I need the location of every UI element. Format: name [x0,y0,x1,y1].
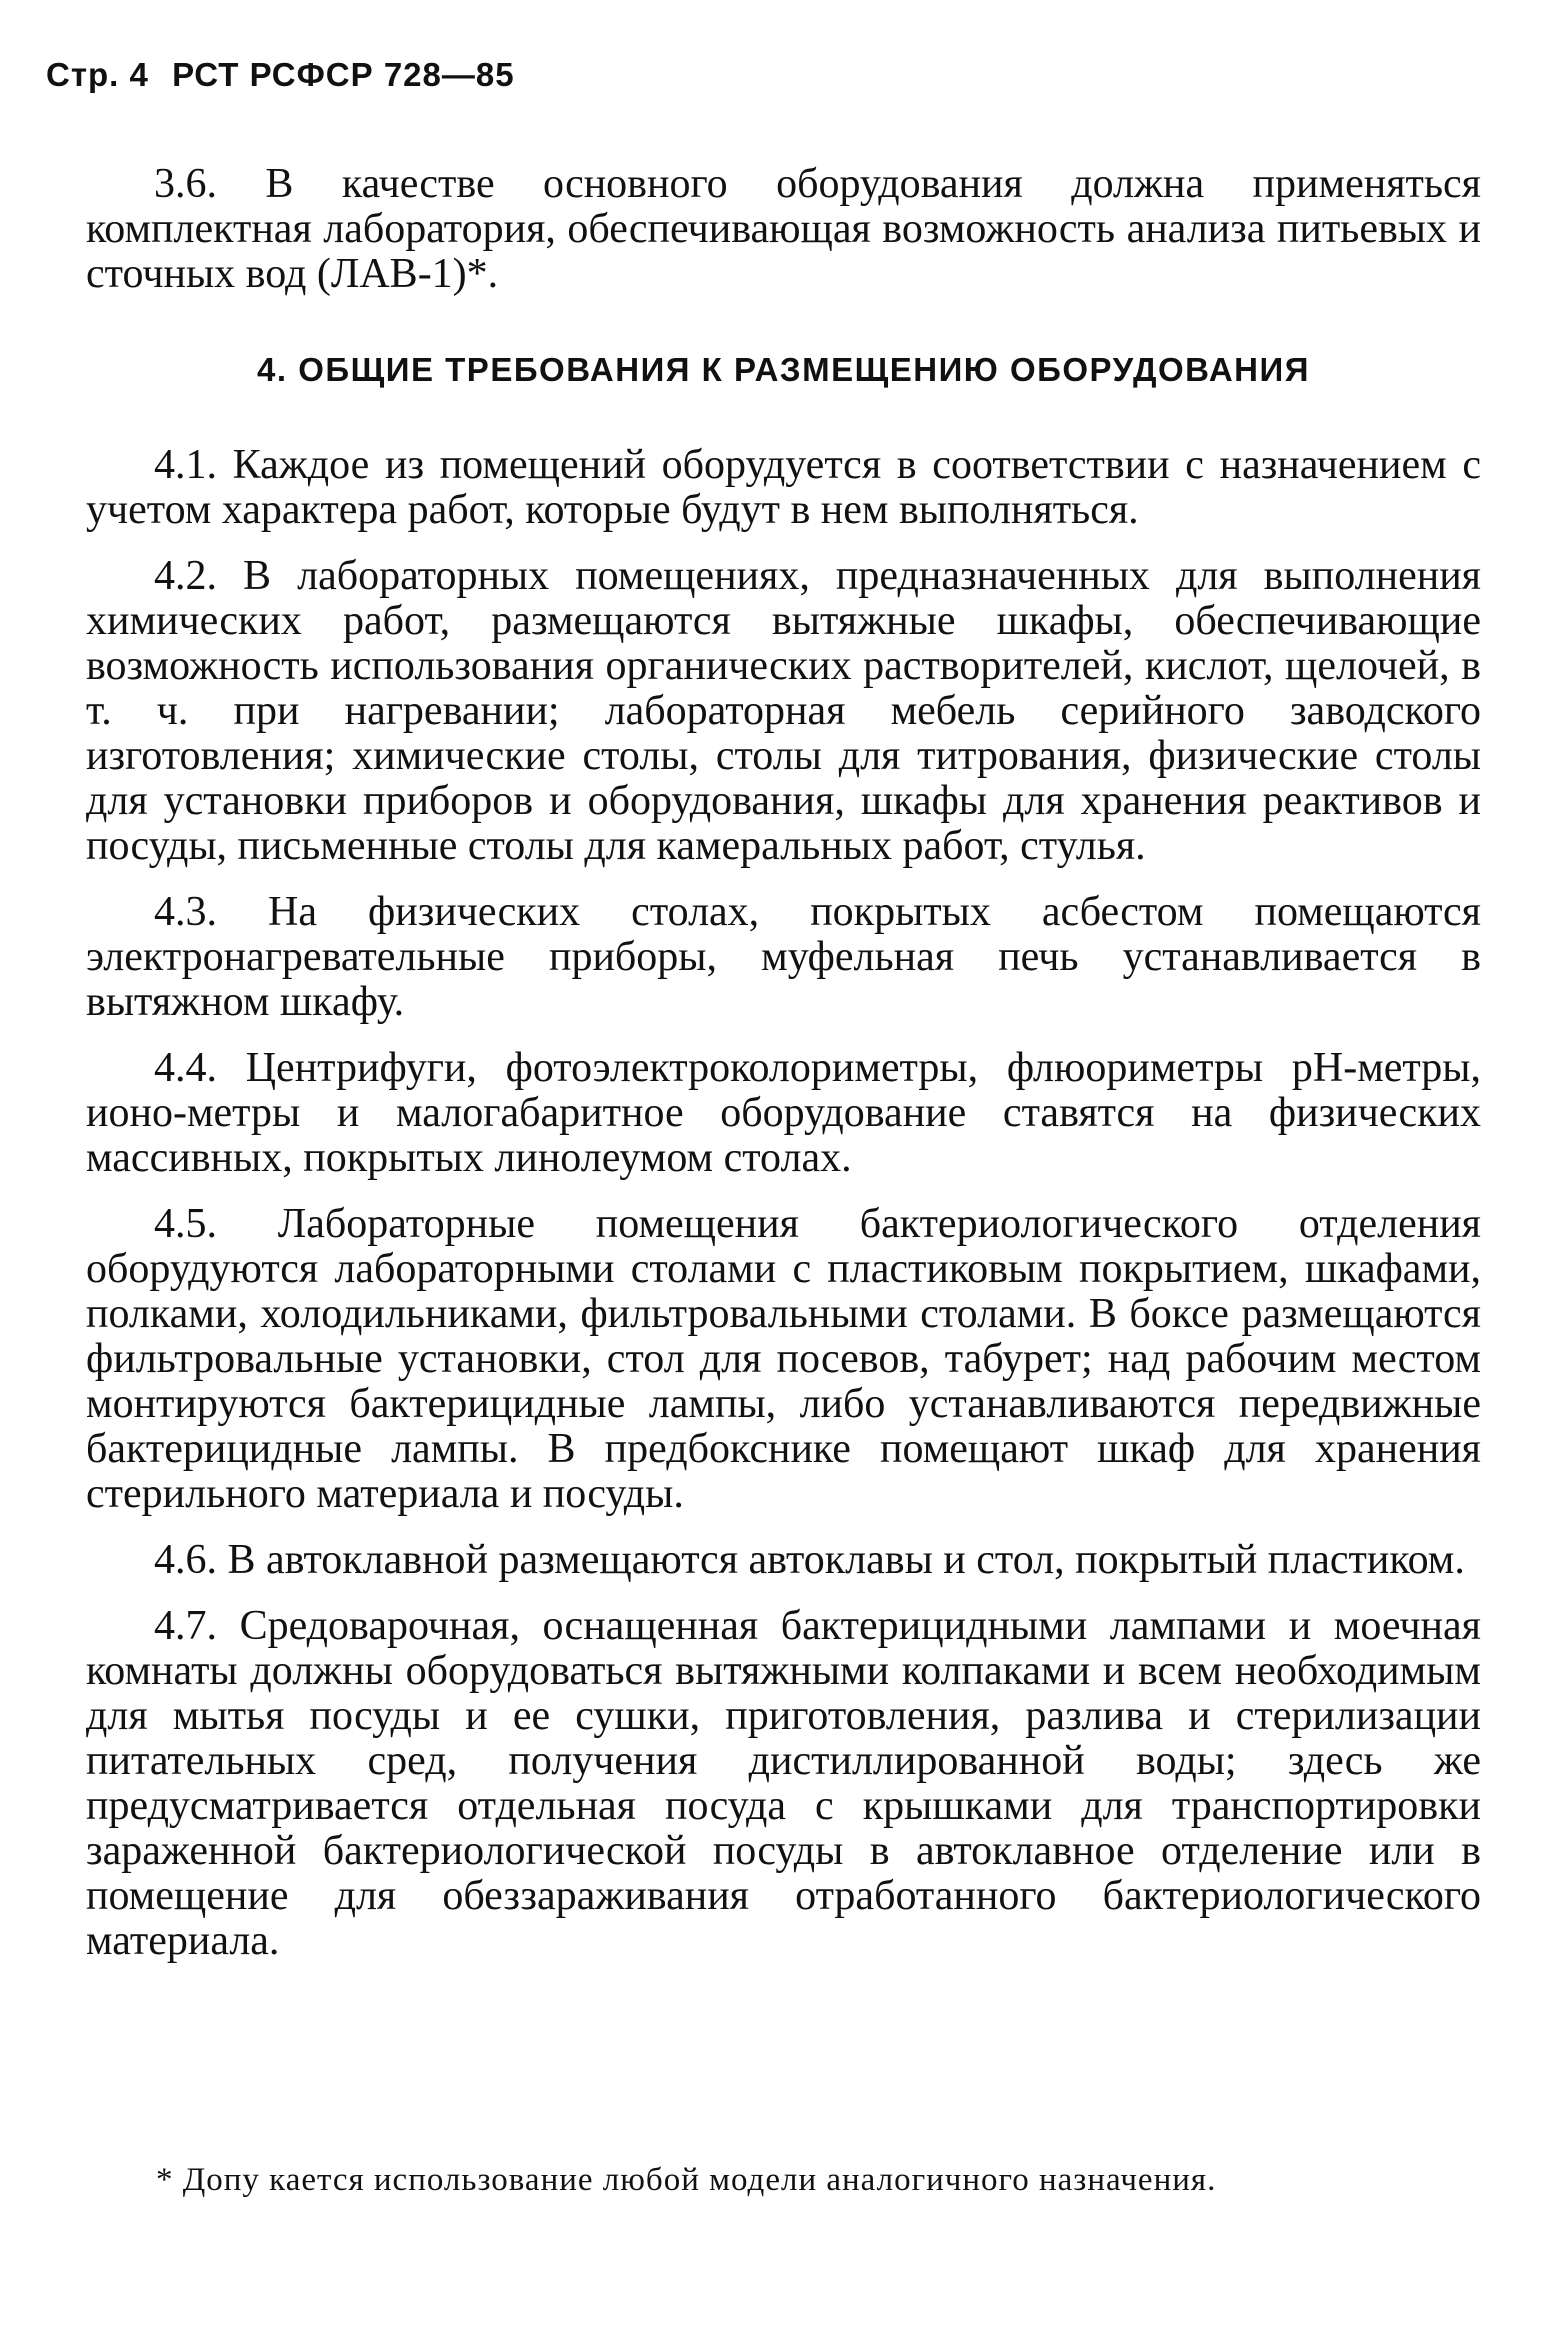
paragraph-4-6: 4.6. В автоклавной размещаются автоклавы и стол, покрытый пластиком. [154,1537,1465,1583]
paragraph-4-1: 4.1. Каждое из помещений оборудуется в соответствии с назначением с учетом характера работ, которые будут в нем выполняться. [86,442,1481,533]
standard-code: РСТ РСФСР 728—85 [172,56,515,93]
paragraph-4-3: 4.3. На физических столах, покрытых асбестом помещаются электронагревательные приборы, муфельная печь устанавливается в вытяжном шкафу. [86,889,1481,1025]
section-heading: 4. ОБЩИЕ ТРЕБОВАНИЯ К РАЗМЕЩЕНИЮ ОБОРУДОВАНИЯ [257,351,1310,388]
paragraph-4-7: 4.7. Средоварочная, оснащенная бактерицидными лампами и моечная комнаты должны оборудоваться вытяжными колпаками и всем необходимым для мытья посуды и ее сушки, приготовления, разлива и стерилизации питательных сред, получения дистиллированной воды; здесь же предусматривается отдельная посуда с крышками для транспортировки зараженной бактериологической посуды в автоклавное отделение или в помещение для обеззараживания отработанного бактериологического материала. [86,1603,1481,1964]
footnote: * Допу кается использование любой модели аналогичного назначения. [156,2162,1217,2198]
page-header [46,58,515,93]
paragraph-4-5: 4.5. Лабораторные помещения бактериологического отделения оборудуются лабораторными столами с пластиковым покрытием, шкафами, полками, холодильниками, фильтровальными столами. В боксе размещаются фильтровальные установки, стол для посевов, табурет; над рабочим местом монтируются бактерицидные лампы, либо устанавливаются передвижные бактерицидные лампы. В предбокснике помещают шкаф для хранения стерильного материала и посуды. [86,1201,1481,1517]
paragraph-3-6: 3.6. В качестве основного оборудования должна применяться комплектная лаборатория, обеспечивающая возможность анализа питьевых и сточных вод (ЛАВ-1)*. [86,161,1481,297]
paragraph-4-2: 4.2. В лабораторных помещениях, предназначенных для выполнения химических работ, размещаются вытяжные шкафы, обеспечивающие возможность использования органических растворителей, кислот, щелочей, в т. ч. при нагревании; лабораторная мебель серийного заводского изготовления; химические столы, столы для титрования, физические столы для установки приборов и оборудования, шкафы для хранения реактивов и посуды, письменные столы для камеральных работ, стулья. [86,553,1481,869]
page-number-label: Стр. 4 [46,56,149,93]
paragraph-4-4: 4.4. Центрифуги, фотоэлектроколориметры, флюориметры рН-метры, ионо-метры и малогабаритное оборудование ставятся на физических массивных, покрытых линолеумом столах. [86,1045,1481,1181]
document-body [86,162,1481,1985]
